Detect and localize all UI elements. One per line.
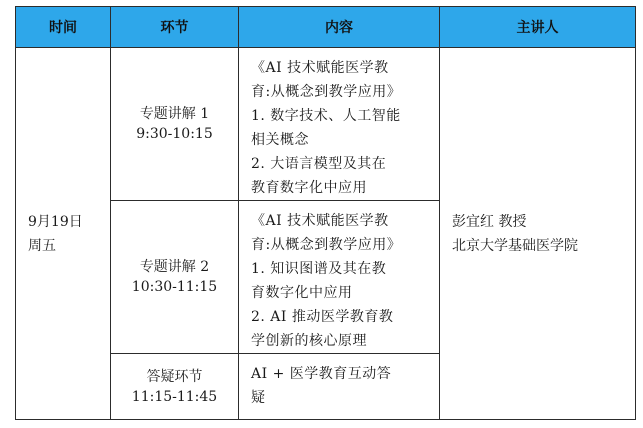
speaker-cell <box>440 48 636 420</box>
table-row <box>16 48 636 201</box>
header-content: 内容 <box>239 7 440 48</box>
date-cell <box>16 48 111 420</box>
session-time: 9:30-10:15 <box>136 126 213 142</box>
session-name: 答疑环节 <box>146 368 203 385</box>
content-cell <box>239 201 440 354</box>
header-speaker: 主讲人 <box>440 7 636 48</box>
session-cell <box>111 354 239 420</box>
session-cell <box>111 48 239 201</box>
session-name: 专题讲解 2 <box>139 259 210 275</box>
session-time: 11:15-11:45 <box>131 388 218 405</box>
header-time: 时间 <box>16 7 111 48</box>
content-cell <box>239 354 440 420</box>
content-line: 1. 数字技术、人工智能 <box>251 108 401 124</box>
content-line: 2. 大语言模型及其在 <box>251 156 387 172</box>
session-name: 专题讲解 1 <box>139 106 210 122</box>
content-line: 《AI 技术赋能医学教 <box>251 213 389 229</box>
content-line: AI + 医学教育互动答 <box>251 366 392 382</box>
content-line: 学创新的核心原理 <box>251 333 367 349</box>
content-line: 育:从概念到教学应用》 <box>251 237 402 253</box>
header-row <box>16 7 636 48</box>
date-label: 9月19日 <box>28 213 83 230</box>
content-line: 育数字化中应用 <box>251 285 353 301</box>
header-session: 环节 <box>111 7 239 48</box>
session-time: 10:30-11:15 <box>131 279 218 295</box>
session-cell <box>111 201 239 354</box>
content-line: 相关概念 <box>251 132 309 148</box>
content-line: 教育数字化中应用 <box>251 180 367 196</box>
schedule-table <box>15 6 636 420</box>
speaker-affiliation: 北京大学基础医学院 <box>452 237 578 254</box>
content-line: 1. 知识图谱及其在教 <box>251 261 387 277</box>
speaker-name: 彭宜红 教授 <box>452 213 527 230</box>
weekday-label: 周五 <box>28 237 56 254</box>
content-line: 《AI 技术赋能医学教 <box>251 60 389 76</box>
content-line: 疑 <box>251 390 266 406</box>
content-cell <box>239 48 440 201</box>
content-line: 2. AI 推动医学教育教 <box>251 309 394 325</box>
content-line: 育:从概念到教学应用》 <box>251 84 402 100</box>
